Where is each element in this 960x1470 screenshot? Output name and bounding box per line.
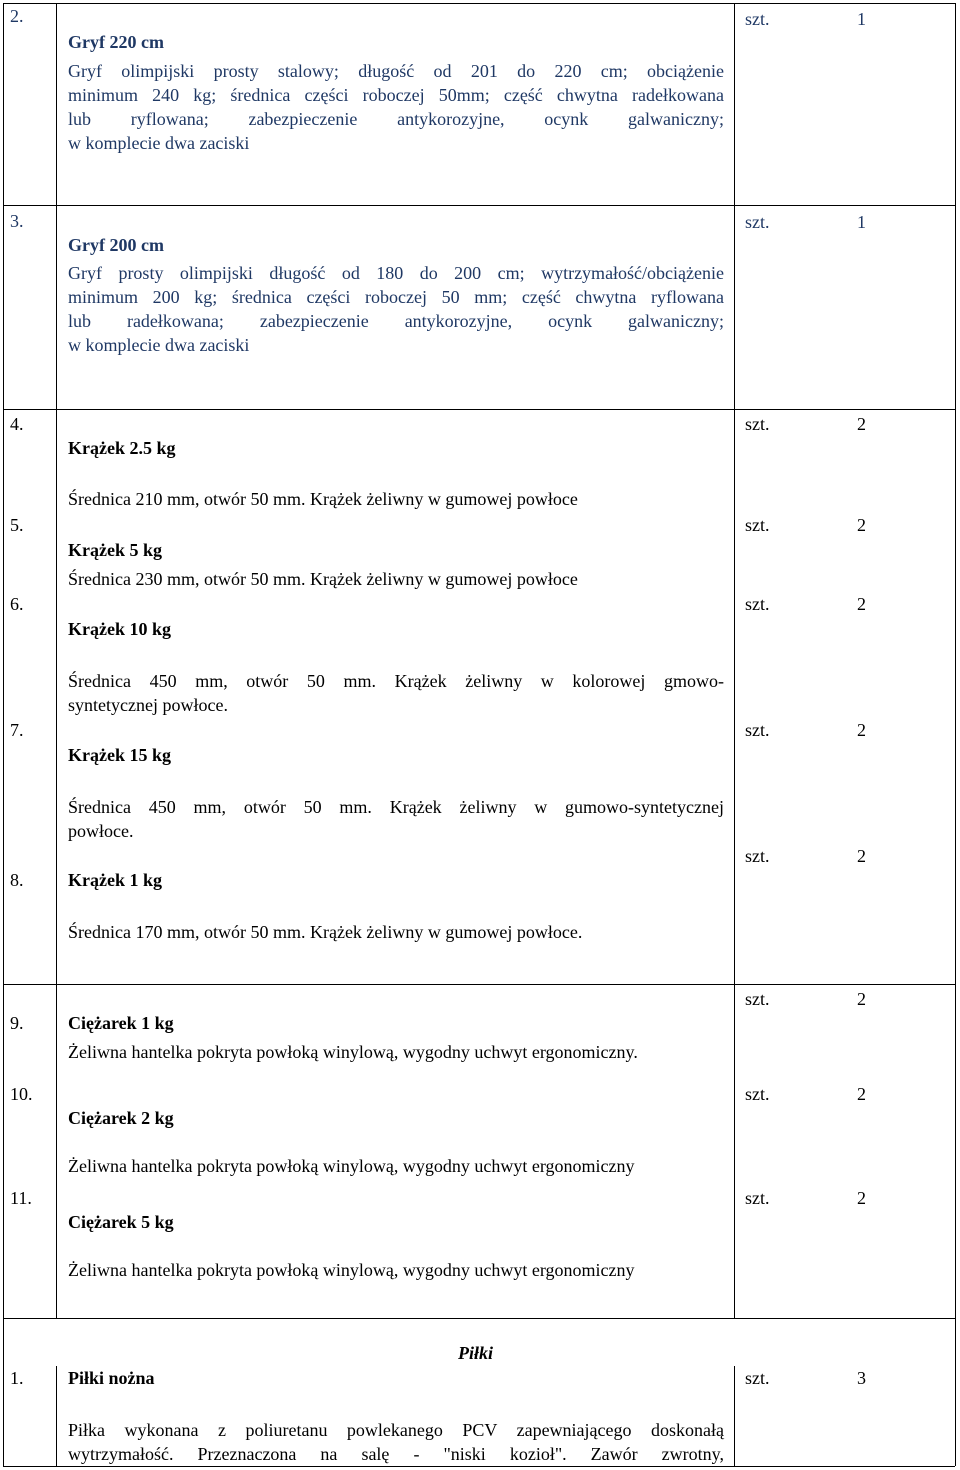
table-border-bottom [3, 1466, 955, 1467]
column-divider [734, 3, 735, 1318]
item-title: Krążek 1 kg [68, 870, 162, 890]
item-number: 6. [10, 594, 24, 614]
item-description-line: Żeliwna hantelka pokryta powłoką winylową, wygodny uchwyt ergonomiczny [68, 1260, 635, 1280]
item-description-line: lub radełkowana; zabezpieczenie antykorozyjne, ocynk galwaniczny; [68, 311, 724, 331]
item-title: Krążek 2.5 kg [68, 438, 176, 458]
table-border-top [3, 3, 955, 4]
item-description-line: wytrzymałość. Przeznaczona na salę - "niski kozioł". Zawór zwrotny, [68, 1444, 724, 1464]
item-title: Krążek 15 kg [68, 745, 171, 765]
section-title: Piłki [458, 1343, 493, 1363]
item-unit: szt. [745, 1084, 770, 1104]
item-quantity: 1 [857, 9, 866, 29]
item-number: 8. [10, 870, 24, 890]
item-title: Ciężarek 1 kg [68, 1013, 174, 1033]
item-quantity: 2 [857, 1084, 866, 1104]
item-description-line: Średnica 450 mm, otwór 50 mm. Krążek żeliwny w kolorowej gmowo- [68, 671, 724, 691]
item-unit: szt. [745, 846, 770, 866]
row-divider [3, 1318, 955, 1319]
column-divider [734, 1366, 735, 1466]
item-unit: szt. [745, 594, 770, 614]
item-number: 7. [10, 720, 24, 740]
item-quantity: 2 [857, 720, 866, 740]
item-quantity: 3 [857, 1368, 866, 1388]
item-title: Ciężarek 5 kg [68, 1212, 174, 1232]
item-quantity: 1 [857, 212, 866, 232]
item-title: Ciężarek 2 kg [68, 1108, 174, 1128]
table-border-left [3, 3, 4, 1466]
item-number: 2. [10, 6, 24, 26]
item-description-line: minimum 240 kg; średnica części roboczej 50mm; część chwytna radełkowana [68, 85, 724, 105]
item-description-line: syntetycznej powłoce. [68, 695, 228, 715]
item-description-line: Piłka wykonana z poliuretanu powlekanego PCV zapewniającego doskonałą [68, 1420, 724, 1440]
table-border-right [955, 3, 956, 1466]
item-number: 10. [10, 1084, 33, 1104]
item-quantity: 2 [857, 594, 866, 614]
column-divider [56, 3, 57, 1318]
item-title: Krążek 10 kg [68, 619, 171, 639]
item-title: Gryf 200 cm [68, 235, 164, 255]
item-description-line: Żeliwna hantelka pokryta powłoką winylową, wygodny uchwyt ergonomiczny [68, 1156, 635, 1176]
item-description-line: w komplecie dwa zaciski [68, 133, 250, 153]
item-description-line: Gryf olimpijski prosty stalowy; długość od 201 do 220 cm; obciążenie [68, 61, 724, 81]
item-description-line: Średnica 210 mm, otwór 50 mm. Krążek żeliwny w gumowej powłoce [68, 489, 578, 509]
column-divider [56, 1366, 57, 1466]
item-unit: szt. [745, 212, 770, 232]
item-number: 9. [10, 1013, 24, 1033]
row-divider [3, 409, 955, 410]
item-number: 1. [10, 1368, 24, 1388]
item-unit: szt. [745, 1188, 770, 1208]
item-title: Krążek 5 kg [68, 540, 162, 560]
item-description-line: Gryf prosty olimpijski długość od 180 do 200 cm; wytrzymałość/obciążenie [68, 263, 724, 283]
item-description-line: Średnica 170 mm, otwór 50 mm. Krążek żeliwny w gumowej powłoce. [68, 922, 583, 942]
row-divider [3, 984, 955, 985]
item-unit: szt. [745, 9, 770, 29]
item-description-line: Żeliwna hantelka pokryta powłoką winylową, wygodny uchwyt ergonomiczny. [68, 1042, 638, 1062]
item-number: 3. [10, 211, 24, 231]
item-description-line: minimum 200 kg; średnica części roboczej 50 mm; część chwytna ryflowana [68, 287, 724, 307]
row-divider [3, 205, 955, 206]
item-title: Gryf 220 cm [68, 32, 164, 52]
item-title: Piłki nożna [68, 1368, 155, 1388]
item-number: 11. [10, 1188, 32, 1208]
item-quantity: 2 [857, 989, 866, 1009]
item-description-line: Średnica 230 mm, otwór 50 mm. Krążek żeliwny w gumowej powłoce [68, 569, 578, 589]
item-unit: szt. [745, 515, 770, 535]
item-quantity: 2 [857, 1188, 866, 1208]
item-quantity: 2 [857, 414, 866, 434]
item-quantity: 2 [857, 515, 866, 535]
item-number: 5. [10, 515, 24, 535]
item-unit: szt. [745, 720, 770, 740]
item-description-line: lub ryflowana; zabezpieczenie antykorozyjne, ocynk galwaniczny; [68, 109, 724, 129]
item-description-line: w komplecie dwa zaciski [68, 335, 250, 355]
item-unit: szt. [745, 414, 770, 434]
item-number: 4. [10, 414, 24, 434]
item-quantity: 2 [857, 846, 866, 866]
item-description-line: powłoce. [68, 821, 134, 841]
item-unit: szt. [745, 1368, 770, 1388]
item-unit: szt. [745, 989, 770, 1009]
item-description-line: Średnica 450 mm, otwór 50 mm. Krążek żeliwny w gumowo-syntetycznej [68, 797, 724, 817]
